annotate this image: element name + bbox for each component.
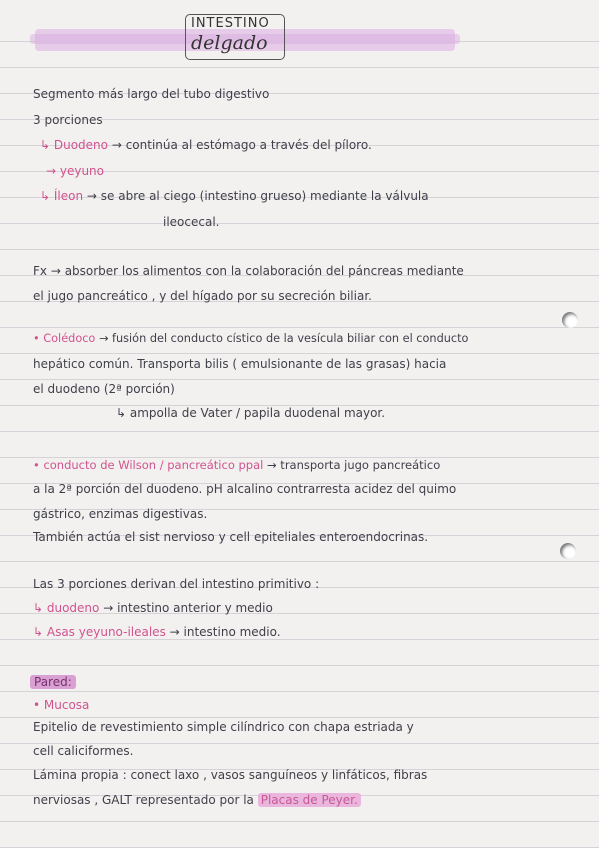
note-term: ↳ Asas yeyuno-ileales (33, 625, 166, 639)
note-line: ileocecal. (163, 215, 220, 229)
note-line (40, 188, 429, 204)
title-word-2: delgado (191, 32, 268, 54)
note-text: nerviosas , GALT representado por la (33, 793, 254, 807)
note-line: Las 3 porciones derivan del intestino primitivo : (33, 577, 320, 591)
note-line (33, 792, 361, 808)
note-term: → yeyuno (46, 164, 105, 178)
note-line: hepático común. Transporta bilis ( emulsionante de las grasas) hacia (33, 357, 447, 371)
note-line (33, 457, 440, 473)
note-line: el jugo pancreático , y del hígado por su secreción biliar. (33, 289, 372, 303)
note-line: ↳ ampolla de Vater / papila duodenal mayor. (116, 406, 386, 420)
note-line: 3 porciones (33, 113, 103, 127)
note-line: el duodeno (2ª porción) (33, 382, 175, 396)
note-line: Fx → absorber los alimentos con la colaboración del páncreas mediante (33, 264, 464, 278)
subsection-heading: • Mucosa (33, 698, 90, 712)
note-line (33, 331, 468, 347)
note-line (33, 600, 273, 616)
binder-hole-bottom (560, 543, 576, 559)
note-text: → se abre al ciego (intestino grueso) mediante la válvula (86, 189, 429, 203)
section-heading (30, 674, 76, 690)
note-term: • Colédoco (33, 332, 96, 345)
note-term: ↳ duodeno (33, 601, 100, 615)
title-word-1: INTESTINO (191, 16, 270, 31)
note-term: • conducto de Wilson / pancreático ppal (33, 458, 264, 472)
note-line: Lámina propia : conect laxo , vasos sanguíneos y linfáticos, fibras (33, 768, 428, 782)
binder-hole-top (562, 312, 578, 328)
note-line: gástrico, enzimas digestivas. (33, 507, 208, 521)
highlighted-term: Placas de Peyer. (258, 793, 361, 807)
note-text: → intestino anterior y medio (103, 601, 273, 615)
note-text: → continúa al estómago a través del píloro. (111, 138, 372, 152)
section-heading-label: Pared: (30, 675, 76, 689)
note-term: ↳ Duodeno (40, 138, 109, 152)
note-text: → transporta jugo pancreático (267, 458, 441, 472)
note-line (40, 137, 372, 153)
note-line: a la 2ª porción del duodeno. pH alcalino contrarresta acidez del quimo (33, 482, 457, 496)
note-term: ↳ Íleon (40, 189, 84, 203)
note-text: → intestino medio. (169, 625, 281, 639)
note-text: → fusión del conducto cístico de la vesícula biliar con el conducto (98, 332, 469, 345)
note-line: Segmento más largo del tubo digestivo (33, 87, 270, 101)
page-title (185, 14, 285, 60)
note-line: También actúa el sist nervioso y cell epiteliales enteroendocrinas. (33, 530, 429, 544)
note-line: Epitelio de revestimiento simple cilíndrico con chapa estriada y (33, 720, 414, 734)
note-line: cell caliciformes. (33, 744, 134, 758)
note-line (33, 624, 281, 640)
